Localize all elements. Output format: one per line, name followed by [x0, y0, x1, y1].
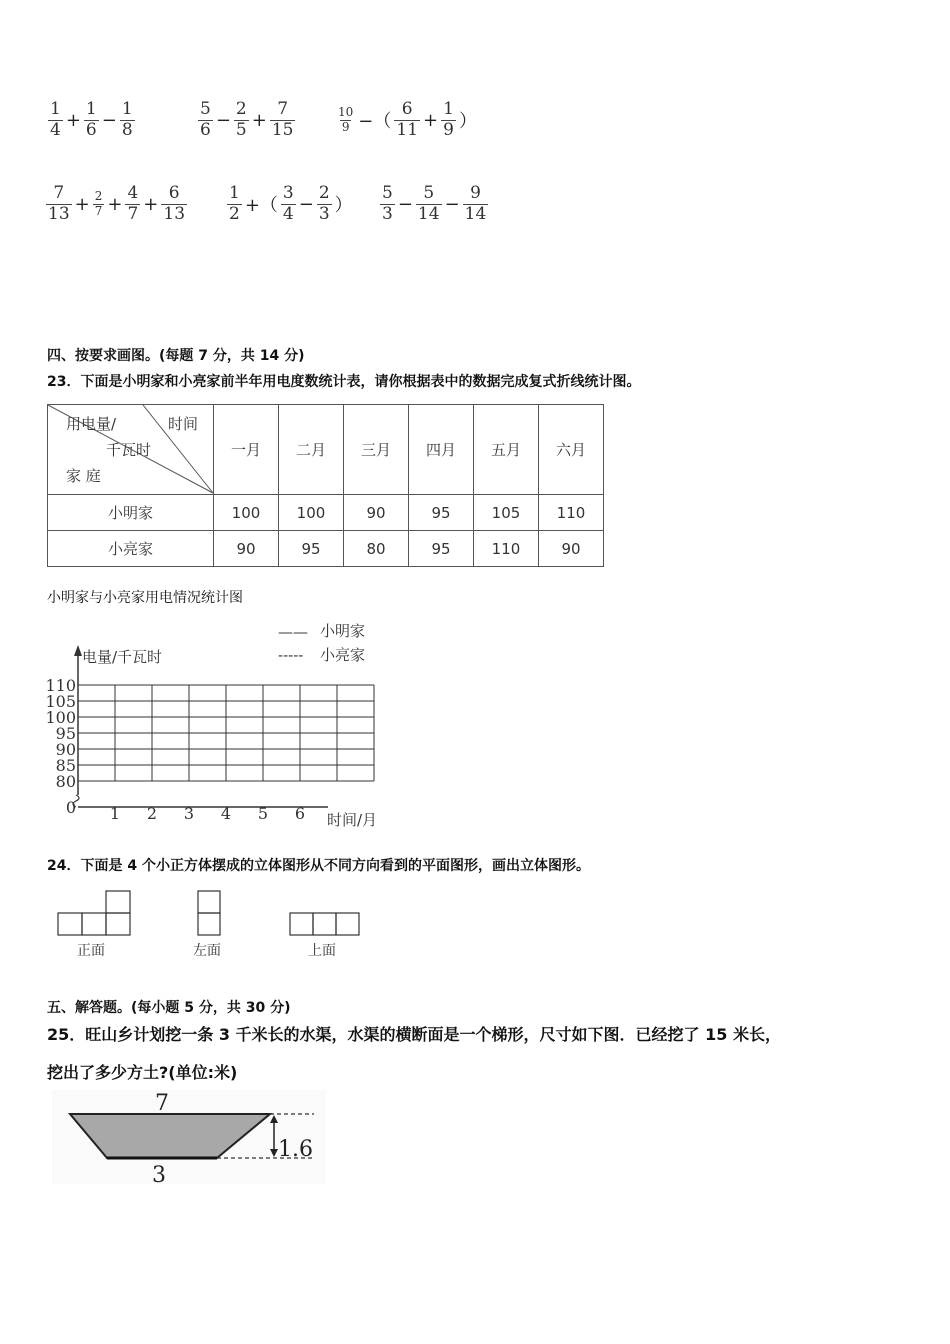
- y-axis-label: 电量/千瓦时: [82, 648, 163, 666]
- exercise-1: $\frac{1}{4}$ + $\frac{1}{6}$ − $\frac{1}{8}$: [50, 99, 133, 140]
- month-header: 四月: [409, 405, 474, 495]
- exercise-6: $\frac{5}{3}$ − $\frac{5}{14}$ − $\frac{9}{14}$: [382, 183, 487, 224]
- trapezoid-figure: [52, 1090, 332, 1190]
- question-25-line2: 挖出了多少方土?(单位:米): [47, 1063, 238, 1082]
- month-header: 五月: [474, 405, 539, 495]
- fraction: $\frac{1}{8}$: [121, 99, 133, 140]
- x-tick-label: 3: [183, 804, 195, 823]
- y-tick-label: 85: [55, 756, 76, 775]
- month-header: 六月: [539, 405, 604, 495]
- section-4-title: 四、按要求画图。(每题 7 分，共 14 分): [47, 348, 305, 364]
- section-5-title: 五、解答题。(每小题 5 分，共 30 分): [47, 1000, 291, 1016]
- table-row: 小明家 100 100 90 95 105 110: [48, 495, 604, 531]
- question-25-line1: 25．旺山乡计划挖一条 3 千米长的水渠，水渠的横断面是一个梯形，尺寸如下图．已经挖了 15 米长，: [47, 1025, 781, 1044]
- left-view: [198, 891, 220, 935]
- legend-solid-line: ——: [278, 623, 308, 641]
- legend-xiaoliang: 小亮家: [320, 646, 366, 664]
- month-header: 二月: [279, 405, 344, 495]
- top-view: [290, 913, 359, 935]
- legend-xiaoming: 小明家: [320, 622, 366, 640]
- y-tick-label: 105: [45, 692, 76, 711]
- exercise-5: $\frac{1}{2}$ +（ $\frac{3}{4}$ − $\frac{2}{3}$ ）: [229, 183, 353, 224]
- month-header: 三月: [344, 405, 409, 495]
- chart-title: 小明家与小亮家用电情况统计图: [47, 590, 243, 606]
- electricity-table: [47, 404, 604, 567]
- legend-dashed-line: -----: [278, 646, 304, 664]
- y-tick-label: 100: [45, 708, 76, 727]
- top-length-label: 7: [155, 1091, 169, 1116]
- bottom-length-label: 3: [152, 1163, 166, 1188]
- x-tick-label: 1: [109, 804, 121, 823]
- front-view: [58, 891, 130, 935]
- month-header: 一月: [214, 405, 279, 495]
- question-23: 23．下面是小明家和小亮家前半年用电度数统计表，请你根据表中的数据完成复式折线统计图。: [47, 374, 641, 390]
- x-axis-label: 时间/月: [327, 811, 378, 829]
- y-tick-label: 90: [55, 740, 76, 759]
- left-view-label: 左面: [193, 943, 221, 959]
- y-tick-label: 0: [65, 798, 76, 817]
- y-tick-label: 95: [55, 724, 76, 743]
- fraction: $\frac{1}{6}$: [85, 99, 97, 140]
- height-label: 1.6: [278, 1137, 313, 1162]
- table-row: 小亮家 90 95 80 95 110 90: [48, 531, 604, 567]
- exercise-2: $\frac{5}{6}$ − $\frac{2}{5}$ + $\frac{7}{15}$: [200, 99, 294, 140]
- front-view-label: 正面: [77, 943, 105, 959]
- y-axis-arrow: [74, 645, 82, 656]
- line-chart: [40, 615, 400, 835]
- x-tick-label: 5: [257, 804, 269, 823]
- x-tick-label: 6: [294, 804, 306, 823]
- fraction: $\frac{1}{4}$: [50, 99, 61, 140]
- chart-grid: [78, 685, 374, 781]
- exercise-4: $\frac{7}{13}$ + $\frac{2}{7}$ + $\frac{4}{7}$ + $\frac{6}{13}$: [48, 183, 186, 224]
- x-tick-label: 2: [146, 804, 158, 823]
- diagonal-header: 用电量/ 时间 千瓦时 家 庭: [48, 405, 214, 495]
- x-tick-label: 4: [220, 804, 232, 823]
- y-tick-label: 110: [45, 676, 76, 695]
- exercise-3: $\frac{10}{9}$ −（ $\frac{6}{11}$ + $\frac{1}{9}$ ）: [338, 99, 477, 140]
- question-24: 24．下面是 4 个小正方体摆成的立体图形从不同方向看到的平面图形，画出立体图形。: [47, 858, 590, 874]
- y-tick-label: 80: [55, 772, 76, 791]
- top-view-label: 上面: [308, 943, 336, 959]
